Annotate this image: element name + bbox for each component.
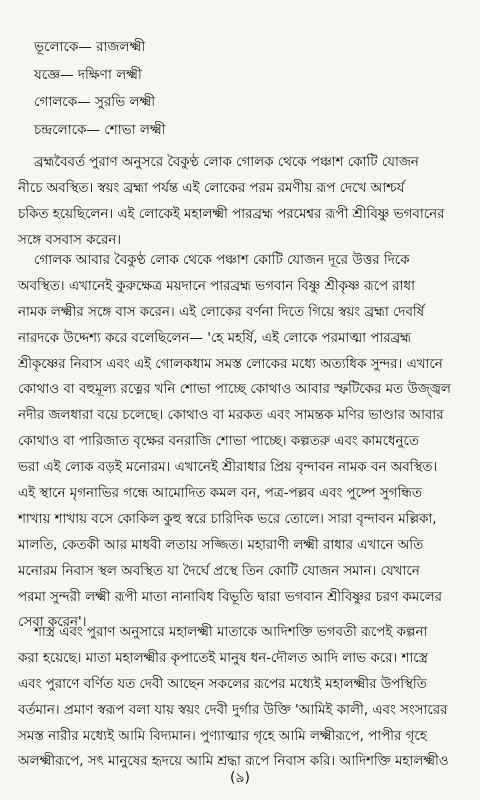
text-line: নারদকে উদ্দেশ্য করে বলেছিলেন— 'হে মহর্ষি, এই লোকে পরমাত্মা পারব্রহ্ম bbox=[18, 330, 412, 346]
verse-line: ভূলোকে— রাজলক্ষ্মী bbox=[34, 39, 146, 55]
text-line: মালতি, কেতকী আর মাধবী লতায় সজ্জিত। মহারাণী লক্ষ্মী রাধার এখানে অতি bbox=[18, 537, 424, 553]
text-line: কোথাও বা পারিজাত বৃক্ষের বনরাজি শোভা পাচ্ছে। কল্পতরু এবং কামধেনুতে bbox=[18, 434, 419, 450]
text-line: কোথাও বা বহুমূল্য রত্নের খনি শোভা পাচ্ছে কোথাও আবার স্ফটিকের মত উজ্জ্বল bbox=[18, 382, 451, 398]
text-line: সেবা করেন'। bbox=[18, 615, 87, 631]
text-line: চকিত হয়েছিলেন। এই লোকেই মহালক্ষ্মী পারব্রহ্ম পরমেশ্বর রূপী শ্রীবিষ্ণু ভগবানের bbox=[18, 206, 445, 222]
paragraph-golok bbox=[18, 248, 462, 636]
text-line: মনোরম নিবাস স্থল অবস্থিত যা দৈর্ঘে প্রস্থে তিন কোটি যোজন সমান। যেখানে bbox=[18, 563, 420, 579]
paragraph-vaikuntha bbox=[18, 150, 462, 254]
text-line: নামক লক্ষ্মীর সঙ্গে বাস করেন। এই লোকের বর্ণনা দিতে গিয়ে স্বয়ং ব্রহ্মা দেবর্ষি bbox=[18, 304, 425, 320]
page-number: (৯) bbox=[229, 770, 250, 786]
text-line: করা হয়েছে। মাতা মহালক্ষ্মীর কৃপাতেই মানুষ ধন-দৌলত আদি লাভ করে। শাস্ত্রে bbox=[18, 650, 428, 666]
verse-line: গোলকে— সুরভি লক্ষ্মী bbox=[34, 94, 156, 110]
text-line: শাস্ত্র এবং পুরাণ অনুসারে মহালক্ষ্মী মাতাকে আদিশক্তি ভগবতী রূপেই কল্পনা bbox=[34, 625, 428, 640]
text-line: পরমা সুন্দরী লক্ষ্মী রূপী মাতা নানাবিধ বিভূতি দ্বারা ভগবান শ্রীবিষ্ণুর চরণ কমলের bbox=[18, 589, 443, 605]
text-line: শাখায় শাখায় বসে কোকিল কুহু স্বরে চারিদিক ভরে তোলে। সারা বৃন্দাবন মল্লিকা, bbox=[18, 511, 437, 527]
text-line: গোলক আবার বৈকুণ্ঠ লোক থেকে পঞ্চাশ কোটি যোজন দূরে উত্তর দিকে bbox=[34, 253, 410, 268]
verse-list bbox=[34, 34, 166, 144]
text-line: অলক্ষ্মীরূপে, সৎ মানুষের হৃদয়ে আমি শ্রদ্ধা রূপে নিবাস করি। আদিশক্তি মহালক্ষ্মীও bbox=[18, 754, 449, 770]
text-line: এবং পুরাণে বর্ণিত যত দেবী আছেন সকলের রূপের মধ্যেই মহালক্ষ্মীর উপস্থিতি bbox=[18, 676, 427, 692]
text-line: সঙ্গে বসবাস করেন। bbox=[18, 232, 121, 248]
text-line: নীচে অবস্থিত। স্বয়ং ব্রহ্মা পর্যন্ত এই লোকের পরম রমণীয় রূপ দেখে আশ্চর্য bbox=[18, 180, 405, 196]
text-line: শ্রীকৃষ্ণের নিবাস এবং এই গোলকধাম সমস্ত লোকের মধ্যে অত্যধিক সুন্দর। এখানে bbox=[18, 356, 443, 372]
verse-line: চন্দ্রলোকে— শোভা লক্ষ্মী bbox=[34, 121, 166, 138]
text-line: অবস্থিত। এখানেই কুরুক্ষেত্র ময়দানে পারব্রহ্ম ভগবান বিষ্ণু শ্রীকৃষ্ণ রূপে রাধা bbox=[18, 278, 415, 294]
text-line: এই স্থানে মৃগনাভির গন্ধে আমোদিত কমল বন, পত্র-পল্লব এবং পুষ্পে সুগন্ধিত bbox=[18, 486, 422, 502]
text-line: নদীর জলধারা বয়ে চলেছে। কোথাও বা মরকত এবং সামন্তক মণির ভাণ্ডার আবার bbox=[18, 408, 444, 424]
paragraph-adishakti bbox=[18, 620, 462, 775]
text-line: ব্রহ্মবৈবর্ত পুরাণ অনুসরে বৈকুণ্ঠ লোক গোলক থেকে পঞ্চাশ কোটি যোজন bbox=[34, 155, 419, 170]
text-line: সমস্ত নারীর মধ্যেই আমি বিদ্যমান। পুণ্যাত্মার গৃহে আমি লক্ষ্মীরূপে, পাপীর গৃহে bbox=[18, 728, 427, 744]
verse-line: যজ্ঞে— দক্ষিণা লক্ষ্মী bbox=[34, 66, 142, 83]
text-line: ভরা এই লোক বড়ই মনোরম। এখানেই শ্রীরাধার প্রিয় বৃন্দাবন নামক বন অবস্থিত। bbox=[18, 460, 438, 476]
text-line: বর্তমান। প্রমাণ স্বরূপ বলা যায় স্বয়ং দেবী দুর্গার উক্তি 'আমিই কালী, এবং সংসারের bbox=[18, 702, 448, 718]
